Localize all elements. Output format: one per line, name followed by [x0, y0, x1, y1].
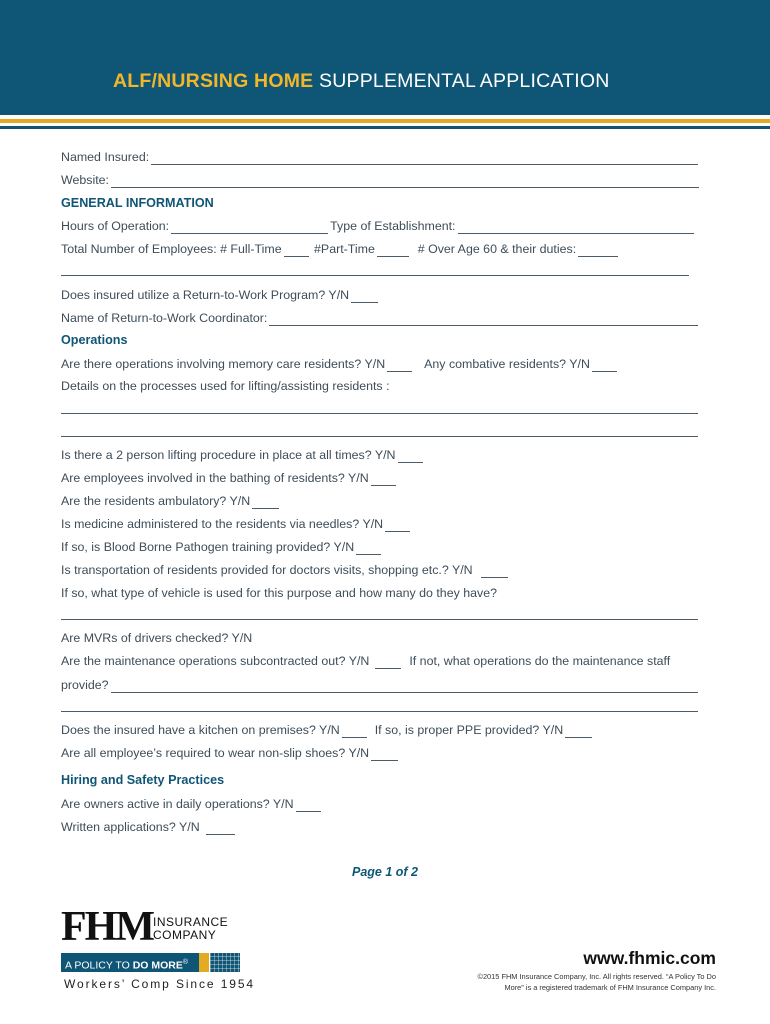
bathing-field[interactable] [371, 473, 396, 486]
return-to-work-field[interactable] [351, 290, 378, 303]
hours-field[interactable] [171, 221, 328, 234]
bathing-row [61, 470, 398, 486]
maintenance-label: Are the maintenance operations subcontracted out? Y/N [61, 654, 370, 668]
hiring-safety-heading: Hiring and Safety Practices [61, 773, 225, 787]
blood-borne-field[interactable] [356, 542, 381, 555]
maintenance-field[interactable] [375, 656, 401, 669]
lifting-details-row [61, 378, 390, 394]
tagline-grid-pattern [210, 953, 240, 972]
maintenance-row [61, 653, 670, 669]
return-to-work-row [61, 287, 380, 303]
needles-row [61, 516, 412, 532]
parttime-field[interactable] [377, 244, 409, 257]
fhm-logo-subtitle [153, 916, 228, 942]
transportation-label: Is transportation of residents provided for doctors visits, shopping etc.? Y/N [61, 563, 473, 577]
maintenance-if-not-label: If not, what operations do the maintenance staff [409, 654, 671, 668]
vehicle-type-row [61, 585, 497, 601]
non-slip-row [61, 745, 400, 761]
memory-care-field[interactable] [387, 359, 412, 372]
two-person-lift-label: Is there a 2 person lifting procedure in place at all times? Y/N [61, 448, 396, 462]
ambulatory-row [61, 493, 281, 509]
title-rest: SUPPLEMENTAL APPLICATION [313, 70, 610, 92]
kitchen-label: Does the insured have a kitchen on premises? Y/N [61, 723, 340, 737]
named-insured-field[interactable] [151, 152, 698, 165]
ppe-label: If so, is proper PPE provided? Y/N [374, 723, 564, 737]
rtw-coordinator-field[interactable] [269, 313, 698, 326]
tagline-registered: ® [182, 959, 189, 966]
owners-active-label: Are owners active in daily operations? Y/N [61, 797, 294, 811]
fulltime-field[interactable] [284, 244, 309, 257]
copyright-notice: ©2015 FHM Insurance Company, Inc. All rights reserved. “A Policy To Do More” is a registered trademark of FHM Insurance Company Inc. [477, 972, 716, 992]
hours-label: Hours of Operation: [61, 219, 170, 233]
since-tagline: Workers’ Comp Since 1954 [64, 977, 255, 991]
website-row [61, 172, 699, 188]
page-title [113, 70, 610, 93]
vehicle-type-line[interactable] [61, 619, 698, 620]
hours-row [61, 218, 694, 234]
lifting-details-line-1[interactable] [61, 413, 698, 414]
mvrs-label: Are MVRs of drivers checked? Y/N [61, 631, 253, 645]
logo-company: COMPANY [153, 928, 217, 942]
ambulatory-field[interactable] [252, 496, 279, 509]
memory-care-row [61, 356, 619, 372]
two-person-lift-row [61, 447, 425, 463]
tagline-a: A POLICY TO [65, 959, 133, 972]
website-link[interactable]: www.fhmic.com [583, 948, 716, 968]
provide-field[interactable] [111, 680, 698, 693]
website-label: Website: [61, 173, 109, 187]
written-applications-row [61, 819, 237, 835]
owners-active-field[interactable] [296, 799, 321, 812]
bathing-label: Are employees involved in the bathing of residents? Y/N [61, 471, 369, 485]
written-applications-field[interactable] [206, 822, 235, 835]
operations-heading: Operations [61, 333, 128, 347]
owners-active-row [61, 796, 323, 812]
transportation-field[interactable] [481, 565, 508, 578]
blood-borne-label: If so, is Blood Borne Pathogen training provided? Y/N [61, 540, 355, 554]
return-to-work-label: Does insured utilize a Return-to-Work Program? Y/N [61, 288, 350, 302]
combative-field[interactable] [592, 359, 617, 372]
vehicle-type-label: If so, what type of vehicle is used for this purpose and how many do they have? [61, 586, 497, 600]
fulltime-label: Total Number of Employees: # Full-Time [61, 242, 282, 256]
provide-label: provide? [61, 678, 109, 692]
ambulatory-label: Are the residents ambulatory? Y/N [61, 494, 251, 508]
over60-field[interactable] [578, 244, 618, 257]
tagline-bar [61, 953, 199, 972]
kitchen-field[interactable] [342, 725, 367, 738]
rtw-coordinator-label: Name of Return-to-Work Coordinator: [61, 311, 268, 325]
non-slip-field[interactable] [371, 748, 398, 761]
named-insured-label: Named Insured: [61, 150, 150, 164]
establishment-label: Type of Establishment: [330, 219, 456, 233]
two-person-lift-field[interactable] [398, 450, 423, 463]
title-highlight: ALF/NURSING HOME [113, 70, 314, 92]
combative-label: Any combative residents? Y/N [424, 357, 590, 371]
named-insured-row [61, 149, 698, 165]
provide-row [61, 677, 698, 693]
employees-row [61, 241, 620, 257]
blood-borne-row [61, 539, 383, 555]
provide-line-2[interactable] [61, 711, 698, 712]
header-banner [0, 0, 770, 115]
website-field[interactable] [111, 175, 699, 188]
non-slip-label: Are all employee’s required to wear non-slip shoes? Y/N [61, 746, 370, 760]
tagline-gold-block [199, 953, 209, 972]
mvrs-row [61, 630, 252, 646]
parttime-label: #Part-Time [310, 242, 375, 256]
needles-label: Is medicine administered to the residents via needles? Y/N [61, 517, 384, 531]
transportation-row [61, 562, 510, 578]
page-number: Page 1 of 2 [352, 865, 418, 879]
kitchen-row [61, 722, 594, 738]
lifting-details-label: Details on the processes used for lifting/assisting residents : [61, 379, 390, 393]
ppe-field[interactable] [565, 725, 592, 738]
duties-line[interactable] [61, 275, 689, 276]
tagline-b: DO MORE [132, 959, 183, 972]
logo-insurance: INSURANCE [153, 915, 229, 929]
written-applications-label: Written applications? Y/N [61, 820, 200, 834]
header-stripe [0, 129, 770, 130]
establishment-field[interactable] [458, 221, 695, 234]
rtw-coordinator-row [61, 310, 698, 326]
memory-care-label: Are there operations involving memory care residents? Y/N [61, 357, 386, 371]
fhm-logo-text: FHM [61, 904, 153, 950]
needles-field[interactable] [385, 519, 410, 532]
over60-label: # Over Age 60 & their duties: [410, 242, 577, 256]
lifting-details-line-2[interactable] [61, 436, 698, 437]
general-information-heading: GENERAL INFORMATION [61, 196, 214, 210]
